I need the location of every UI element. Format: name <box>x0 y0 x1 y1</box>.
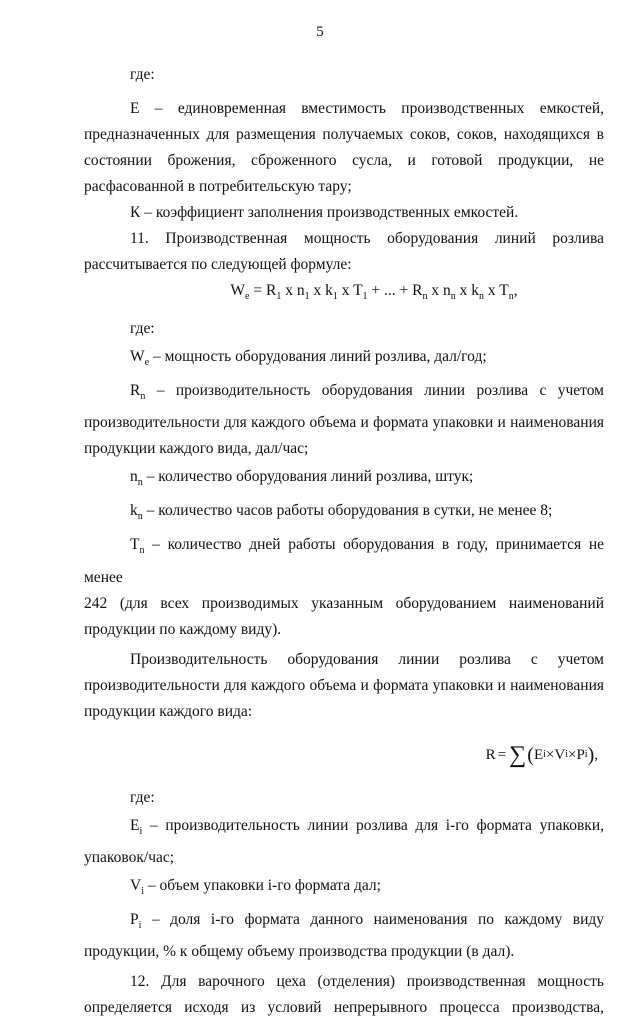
formula-text: x T <box>337 282 363 299</box>
text-line: продукции, % к общему объему производства продукции (в дал). <box>84 942 515 960</box>
formula-text: x n <box>427 282 451 299</box>
symbol: P <box>130 910 139 928</box>
formula-subscript: 1 <box>304 291 310 303</box>
dash: – <box>145 382 176 400</box>
formula-subscript: e <box>245 291 250 303</box>
formula-text: x T <box>484 282 509 299</box>
definition-text: мощность оборудования линий розлива, дал/год; <box>164 348 487 366</box>
formula-paren: ) <box>587 743 595 766</box>
text-line: расфасованной в потребительскую тару; <box>84 178 352 195</box>
text-line: продукции каждого вида: <box>84 702 253 720</box>
definition-text: количество оборудования линий розлива, штук; <box>158 468 474 486</box>
formula-subscript: 1 <box>332 291 338 303</box>
symbol: k <box>130 502 138 520</box>
text-line: 242 (для всех производимых указанным оборудованием наименований <box>84 594 604 612</box>
text-line: предназначенных для размещения получаемых соков, соков, находящихся в <box>84 126 604 143</box>
gde-label: где: <box>130 66 155 83</box>
rn-definition <box>84 378 604 462</box>
text-line: производительности для каждого объема и формата упаковки и наименования <box>84 414 604 432</box>
formula-paren: ( <box>527 743 534 766</box>
text-line: производительности для каждого объема и формата упаковки и наименования <box>84 676 604 694</box>
formula-subscript: n <box>450 291 456 303</box>
tn-definition <box>84 532 604 642</box>
text-line: состоянии брожения, сброженного сусла, и готовой продукции, не <box>84 152 604 169</box>
symbol: R <box>130 382 141 400</box>
symbol: T <box>130 536 140 554</box>
symbol-subscript: i <box>141 885 144 897</box>
kn-definition <box>84 498 604 530</box>
text-line: продукции каждого вида, дал/час; <box>84 440 309 458</box>
dash: – <box>144 536 168 554</box>
text-line: продукции по каждому виду). <box>84 620 282 638</box>
formula-subscript: i <box>584 748 588 760</box>
formula-operator: × <box>545 746 555 763</box>
definition-text: производительность оборудования линии розлива с учетом <box>175 382 604 400</box>
formula-text: x k <box>455 282 479 299</box>
gde-label: где: <box>130 320 155 338</box>
symbol: E <box>130 816 140 834</box>
sum-icon: ∑ <box>509 741 527 768</box>
e-definition <box>84 96 604 200</box>
symbol: W <box>130 348 145 366</box>
text-line: 12. Для варочного цеха (отделения) производственная мощность <box>130 972 604 990</box>
formula-operator: × <box>567 746 577 763</box>
formula-subscript: n <box>479 291 484 303</box>
symbol-subscript: n <box>139 545 145 557</box>
document-body <box>84 62 604 1021</box>
formula-r <box>84 725 604 785</box>
symbol: V <box>130 876 142 894</box>
text-line: рассчитывается по следующей формуле: <box>84 256 352 273</box>
formula-subscript: n <box>422 291 428 303</box>
symbol-subscript: n <box>140 391 146 403</box>
definition-text: доля i-го формата данного наименования по каждому виду <box>170 910 605 928</box>
text-line: упаковок/час; <box>84 848 175 866</box>
text-line <box>84 813 604 845</box>
formula-we <box>84 278 604 310</box>
formula-symbol: P <box>576 746 585 763</box>
formula-subscript: i <box>543 748 546 760</box>
symbol-subscript: e <box>144 357 150 369</box>
text-line: 11. Производственная мощность оборудования линий розлива <box>130 230 604 247</box>
formula-text: x n <box>281 282 305 299</box>
symbol-subscript: n <box>137 511 143 523</box>
formula-text: x k <box>309 282 333 299</box>
formula-text: , <box>513 282 518 299</box>
formula-symbol: E <box>533 746 544 763</box>
formula-symbol: R <box>485 746 496 763</box>
definition-text: количество часов работы оборудования в сутки, не менее 8; <box>158 502 553 520</box>
definition-text: объем упаковки i-го формата дал; <box>159 876 381 894</box>
formula-subscript: i <box>565 748 568 760</box>
text-line <box>84 378 604 410</box>
dash: – <box>141 910 171 928</box>
pi-definition <box>84 907 604 965</box>
dash: – <box>142 502 159 520</box>
definition-text: количество дней работы оборудования в году, принимается не менее <box>84 536 605 586</box>
text-line: определяется исходя из условий непрерывного процесса производства, <box>84 998 604 1016</box>
dash: – <box>149 348 165 366</box>
dash: – <box>143 876 160 894</box>
symbol: n <box>130 468 138 486</box>
text-line: Производительность оборудования линии розлива с учетом <box>130 650 604 668</box>
dash: – <box>142 468 159 486</box>
formula-subscript: 1 <box>362 291 368 303</box>
formula-subscript: n <box>508 291 514 303</box>
symbol-subscript: i <box>138 919 142 931</box>
nn-definition <box>84 464 604 496</box>
k-definition: К – коэффициент заполнения производственных емкостей. <box>130 204 519 221</box>
we-definition <box>84 344 604 376</box>
paragraph-12 <box>84 969 604 1021</box>
formula-symbol: W <box>230 282 246 299</box>
page-number: 5 <box>316 24 324 40</box>
gde-label: где: <box>130 788 155 806</box>
formula-text: = R <box>249 282 277 299</box>
ei-definition <box>84 813 604 871</box>
formula-symbol: V <box>554 746 566 763</box>
vi-definition <box>84 873 604 905</box>
formula-text: + ... + R <box>367 282 423 299</box>
dash: – <box>142 816 166 834</box>
productivity-paragraph <box>84 647 604 725</box>
formula-subscript: 1 <box>276 291 282 303</box>
definition-text: производительность линии розлива для i-го формата упаковки, <box>165 816 605 834</box>
formula-text: , <box>594 746 598 763</box>
paragraph-11 <box>84 226 604 278</box>
formula-r-expression <box>486 742 598 768</box>
formula-text: = <box>497 746 507 763</box>
symbol-subscript: n <box>137 477 143 489</box>
text-line: Е – единовременная вместимость производственных емкостей, <box>130 100 604 117</box>
text-line <box>84 532 604 590</box>
text-line <box>84 907 604 939</box>
symbol-subscript: i <box>139 825 143 837</box>
